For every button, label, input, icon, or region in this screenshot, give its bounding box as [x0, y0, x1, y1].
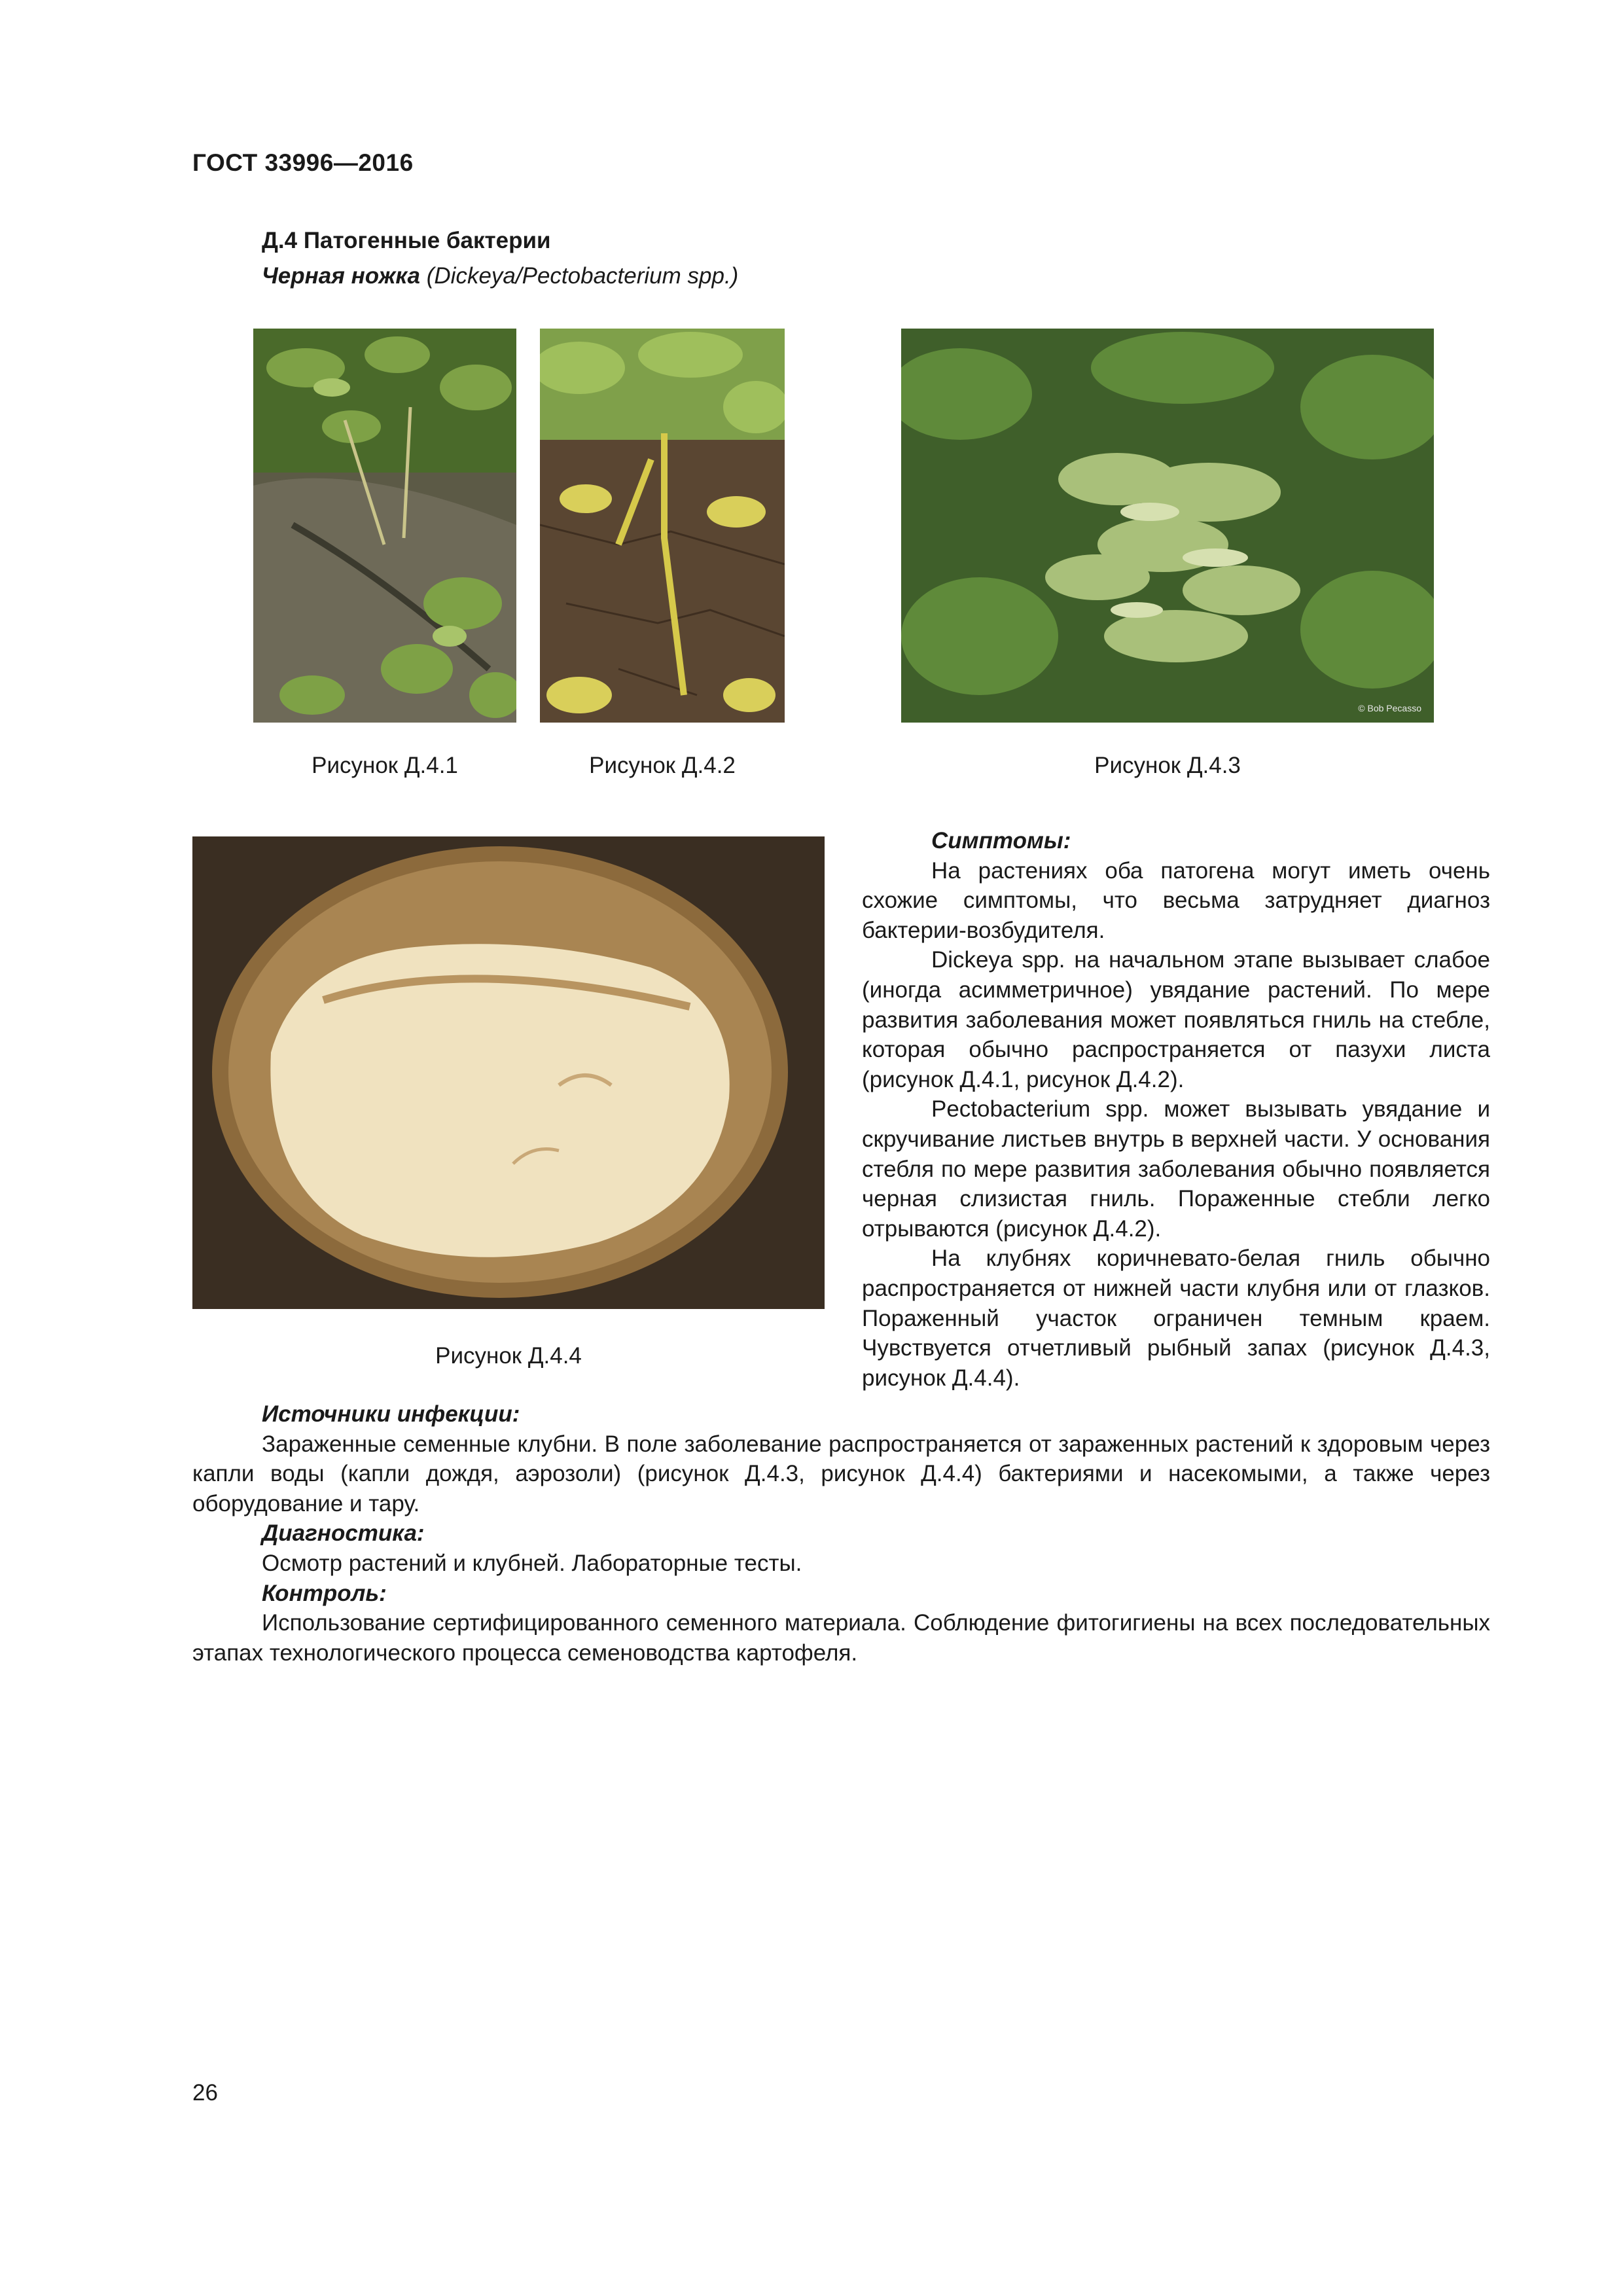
figure-d4-3-caption: Рисунок Д.4.3 — [1094, 753, 1241, 778]
subtitle-disease-name: Черная ножка — [262, 263, 421, 289]
symptoms-paragraph: Dickeya spp. на начальном этапе вызывает слабое (иногда асимметричное) увядание растений. По мере развития заболевания может появляться гниль на стебле, которая обычно распространяется от пазухи листа (рисунок Д.4.1, рисунок Д.4.2). — [862, 947, 1490, 1092]
control-text: Использование сертифицированного семенного материала. Соблюдение фитогигиены на всех последовательных этапах технологического процесса семеноводства картофеля. — [192, 1610, 1490, 1666]
figure-d4-2-photo — [540, 329, 785, 723]
subtitle-pathogen-names: (Dickeya/Pectobacterium spp.) — [420, 263, 739, 289]
page-number: 26 — [192, 2080, 218, 2106]
figure-d4-4-photo — [192, 836, 825, 1309]
section-title: Д.4 Патогенные бактерии — [262, 228, 551, 253]
symptoms-section — [862, 826, 1490, 1393]
symptoms-heading: Симптомы: — [931, 828, 1071, 853]
symptoms-paragraph: На растениях оба патогена могут иметь очень схожие симптомы, что весьма затрудняет диагноз бактерии-возбудителя. — [862, 857, 1490, 943]
diagnostics-text: Осмотр растений и клубней. Лабораторные тесты. — [262, 1550, 802, 1576]
sources-heading: Источники инфекции: — [262, 1401, 520, 1427]
symptoms-paragraph: Pectobacterium spp. может вызывать увядание и скручивание листьев внутрь в верхней части. У основания стебля по мере развития заболевания обычно появляется черная слизистая гниль. Пораженные стебли легко отрываются (рисунок Д.4.2). — [862, 1096, 1490, 1242]
control-heading: Контроль: — [262, 1580, 387, 1606]
figure-d4-4-caption: Рисунок Д.4.4 — [435, 1343, 582, 1369]
document-header: ГОСТ 33996—2016 — [192, 149, 414, 176]
section-subtitle — [262, 263, 738, 289]
figure-d4-3-watermark: © Bob Pecasso — [1358, 703, 1421, 713]
figure-d4-1-caption: Рисунок Д.4.1 — [312, 753, 458, 778]
diagnostics-heading: Диагностика: — [262, 1520, 425, 1547]
sources-text: Зараженные семенные клубни. В поле заболевание распространяется от зараженных растений к здоровым через капли воды (капли дождя, аэрозоли) (рисунок Д.4.3, рисунок Д.4.4) бактериями и насекомыми, а также через оборудование и тару. — [192, 1431, 1490, 1516]
figure-d4-3-photo — [901, 329, 1434, 723]
figure-d4-2-caption: Рисунок Д.4.2 — [589, 753, 736, 778]
figure-d4-1-photo — [253, 329, 516, 723]
symptoms-paragraph: На клубнях коричневато-белая гниль обычно распространяется от нижней части клубня или от глазков. Пораженный участок ограничен темным краем. Чувствуется отчетливый рыбный запах (рисунок Д.4.3, рисунок Д.4.4). — [862, 1246, 1490, 1391]
body-text — [192, 1399, 1490, 1668]
